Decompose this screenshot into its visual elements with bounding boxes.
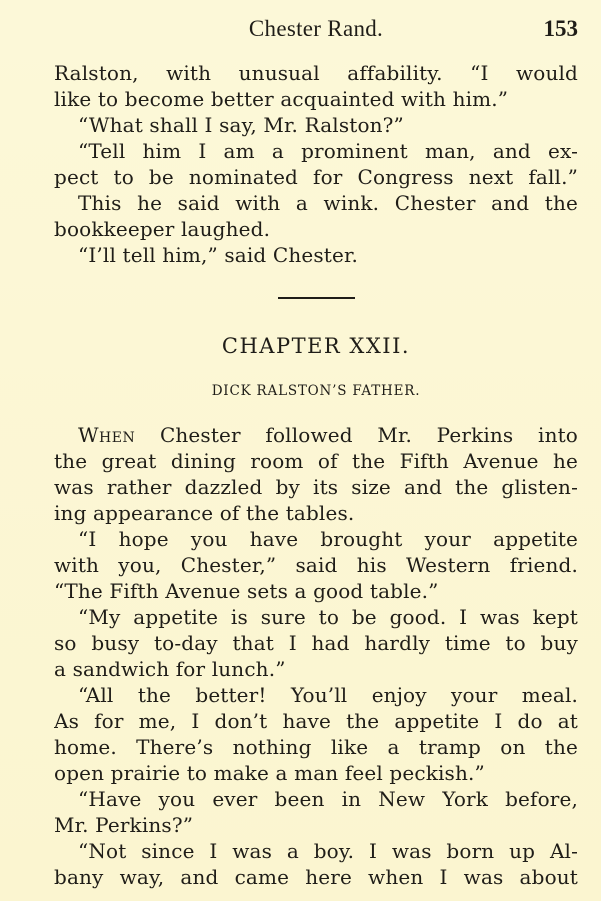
- text-line: with you, Chester,” said his Western friend.: [54, 553, 578, 577]
- opening-line-rest: Chester followed Mr. Perkins into: [159, 423, 578, 447]
- chapter-heading: CHAPTER XXII.: [221, 334, 411, 358]
- text-line: was rather dazzled by its size and the glisten-: [54, 475, 578, 499]
- continued-text: [54, 60, 578, 268]
- text-line: “All the better! You’ll enjoy your meal.: [78, 683, 578, 707]
- text-line: This he said with a wink. Chester and the: [78, 191, 578, 215]
- text-line: As for me, I don’t have the appetite I do at: [54, 709, 578, 733]
- text-line: “I hope you have brought your appetite: [78, 527, 578, 551]
- opening-word: When: [78, 423, 136, 447]
- text-line: bany way, and came here when I was about: [54, 865, 578, 889]
- section-divider: [278, 297, 355, 299]
- text-line: “What shall I say, Mr. Ralston?”: [78, 113, 404, 137]
- text-line: [54, 422, 578, 448]
- text-line: Mr. Perkins?”: [54, 813, 194, 837]
- text-line: “The Fifth Avenue sets a good table.”: [54, 579, 439, 603]
- text-line: “Tell him I am a prominent man, and ex-: [78, 139, 578, 163]
- text-line: “I’ll tell him,” said Chester.: [78, 243, 358, 267]
- page-number: 153: [543, 16, 578, 41]
- text-line: bookkeeper laughed.: [54, 217, 271, 241]
- running-header: [54, 14, 578, 44]
- text-line: “My appetite is sure to be good. I was kept: [78, 605, 578, 629]
- text-line: like to become better acquainted with him.”: [54, 87, 509, 111]
- text-line: pect to be nominated for Congress next fall.”: [54, 165, 578, 189]
- chapter-subtitle: DICK RALSTON’S FATHER.: [211, 383, 421, 399]
- text-line: Ralston, with unusual affability. “I would: [54, 61, 578, 85]
- running-title: Chester Rand.: [248, 16, 384, 41]
- text-line: “Have you ever been in New York before,: [78, 787, 578, 811]
- text-line: so busy to-day that I had hardly time to buy: [54, 631, 578, 655]
- text-line: “Not since I was a boy. I was born up Al-: [78, 839, 578, 863]
- text-line: ing appearance of the tables.: [54, 501, 355, 525]
- text-line: the great dining room of the Fifth Avenue he: [54, 449, 578, 473]
- text-line: a sandwich for lunch.”: [54, 657, 286, 681]
- text-line: home. There’s nothing like a tramp on the: [54, 735, 578, 759]
- text-line: open prairie to make a man feel peckish.”: [54, 761, 485, 785]
- chapter-body: [54, 422, 578, 890]
